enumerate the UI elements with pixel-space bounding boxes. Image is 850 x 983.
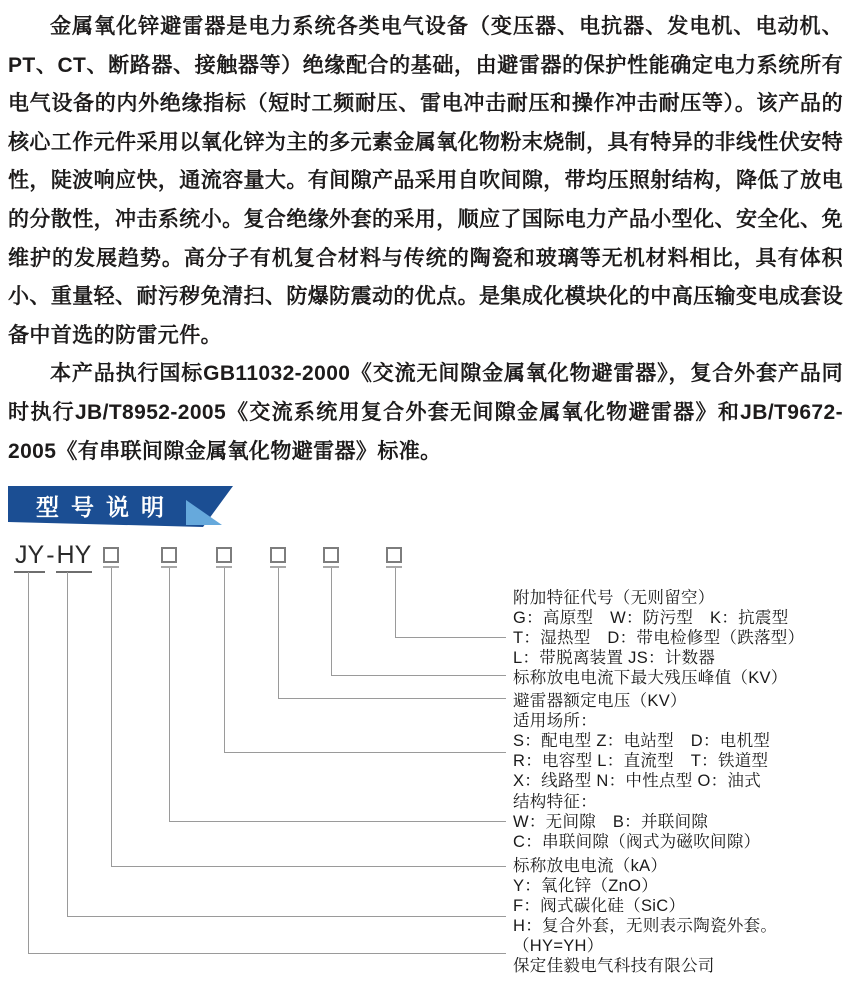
model-label-row: R：电容型 L：直流型 T：铁道型	[513, 752, 769, 770]
model-label-row: H：复合外套，无则表示陶瓷外套。	[513, 917, 778, 935]
section-title: 型号说明	[36, 494, 176, 520]
model-digit-box	[161, 547, 177, 563]
model-code-hy: HY	[56, 541, 93, 573]
model-label-group-3	[513, 689, 843, 709]
model-digit-box	[386, 547, 402, 563]
model-digit-box	[103, 547, 119, 563]
model-label-row: Y：氧化锌（ZnO）	[513, 877, 659, 895]
model-labels	[513, 586, 843, 974]
callout-line	[395, 568, 506, 638]
model-label-row: L：带脱离装置 JS：计数器	[513, 649, 716, 667]
model-label-group-1	[513, 586, 843, 666]
model-digit-box	[216, 547, 232, 563]
intro-paragraph-2: 本产品执行国标GB11032-2000《交流无间隙金属氧化物避雷器》，复合外套产品同时执行JB/T8952-2005《交流系统用复合外套无间隙金属氧化物避雷器》和JB/T9672-2005《有串联间隙金属氧化物避雷器》标准。	[8, 362, 843, 463]
model-label-row: T：湿热型 D：带电检修型（跌落型）	[513, 629, 805, 647]
model-label-row: 适用场所：	[513, 712, 597, 730]
model-label-row: 附加特征代号（无则留空）	[513, 589, 715, 607]
model-label-row: F：阀式碳化硅（SiC）	[513, 897, 686, 915]
model-digit-box	[270, 547, 286, 563]
model-label-group-8	[513, 954, 843, 974]
model-label-row: 标称放电电流（kA）	[513, 857, 668, 875]
intro-paragraph-1: 金属氧化锌避雷器是电力系统各类电气设备（变压器、电抗器、发电机、电动机、PT、CT、断路器、接触器等）绝缘配合的基础，由避雷器的保护性能确定电力系统所有电气设备的内外绝缘指标（短时工频耐压、雷电冲击耐压和操作冲击耐压等）。该产品的核心工作元件采用以氧化锌为主的多元素金属氧化物粉末烧制，具有特异的非线性伏安特性，陡波响应快，通流容量大。有间隙产品采用自吹间隙，带均压照射结构，降低了放电的分散性，冲击系统小。复合绝缘外套的采用，顺应了国际电力产品小型化、安全化、免维护的发展趋势。高分子有机复合材料与传统的陶瓷和玻璃等无机材料相比，具有体积小、重量轻、耐污秽免清扫、防爆防震动的优点。是集成化模块化的中高压输变电成套设备中首选的防雷元件。	[8, 15, 843, 347]
model-label-row: X：线路型 N：中性点型 O：油式	[513, 772, 762, 790]
model-digit-box	[323, 547, 339, 563]
model-code-jy: JY	[14, 541, 45, 573]
model-label-row: S：配电型 Z：电站型 D：电机型	[513, 732, 771, 750]
model-label-row: 标称放电电流下最大残压峰值（KV）	[513, 669, 788, 687]
model-label-row: 结构特征：	[513, 793, 597, 811]
model-label-row: C：串联间隙（阀式为磁吹间隙）	[513, 833, 761, 851]
model-code	[14, 541, 92, 573]
model-label-group-7	[513, 874, 843, 954]
model-label-row: 保定佳毅电气科技有限公司	[513, 957, 715, 975]
model-label-group-5	[513, 790, 843, 850]
model-label-group-4	[513, 709, 843, 789]
model-label-row: 避雷器额定电压（KV）	[513, 692, 687, 710]
model-label-row: （HY=YH）	[513, 937, 604, 955]
model-code-dash: -	[46, 541, 55, 569]
model-label-group-6	[513, 854, 843, 874]
model-label-group-2	[513, 666, 843, 686]
model-label-row: G：高原型 W：防污型 K：抗震型	[513, 609, 789, 627]
model-label-row: W：无间隙 B：并联间隙	[513, 813, 709, 831]
